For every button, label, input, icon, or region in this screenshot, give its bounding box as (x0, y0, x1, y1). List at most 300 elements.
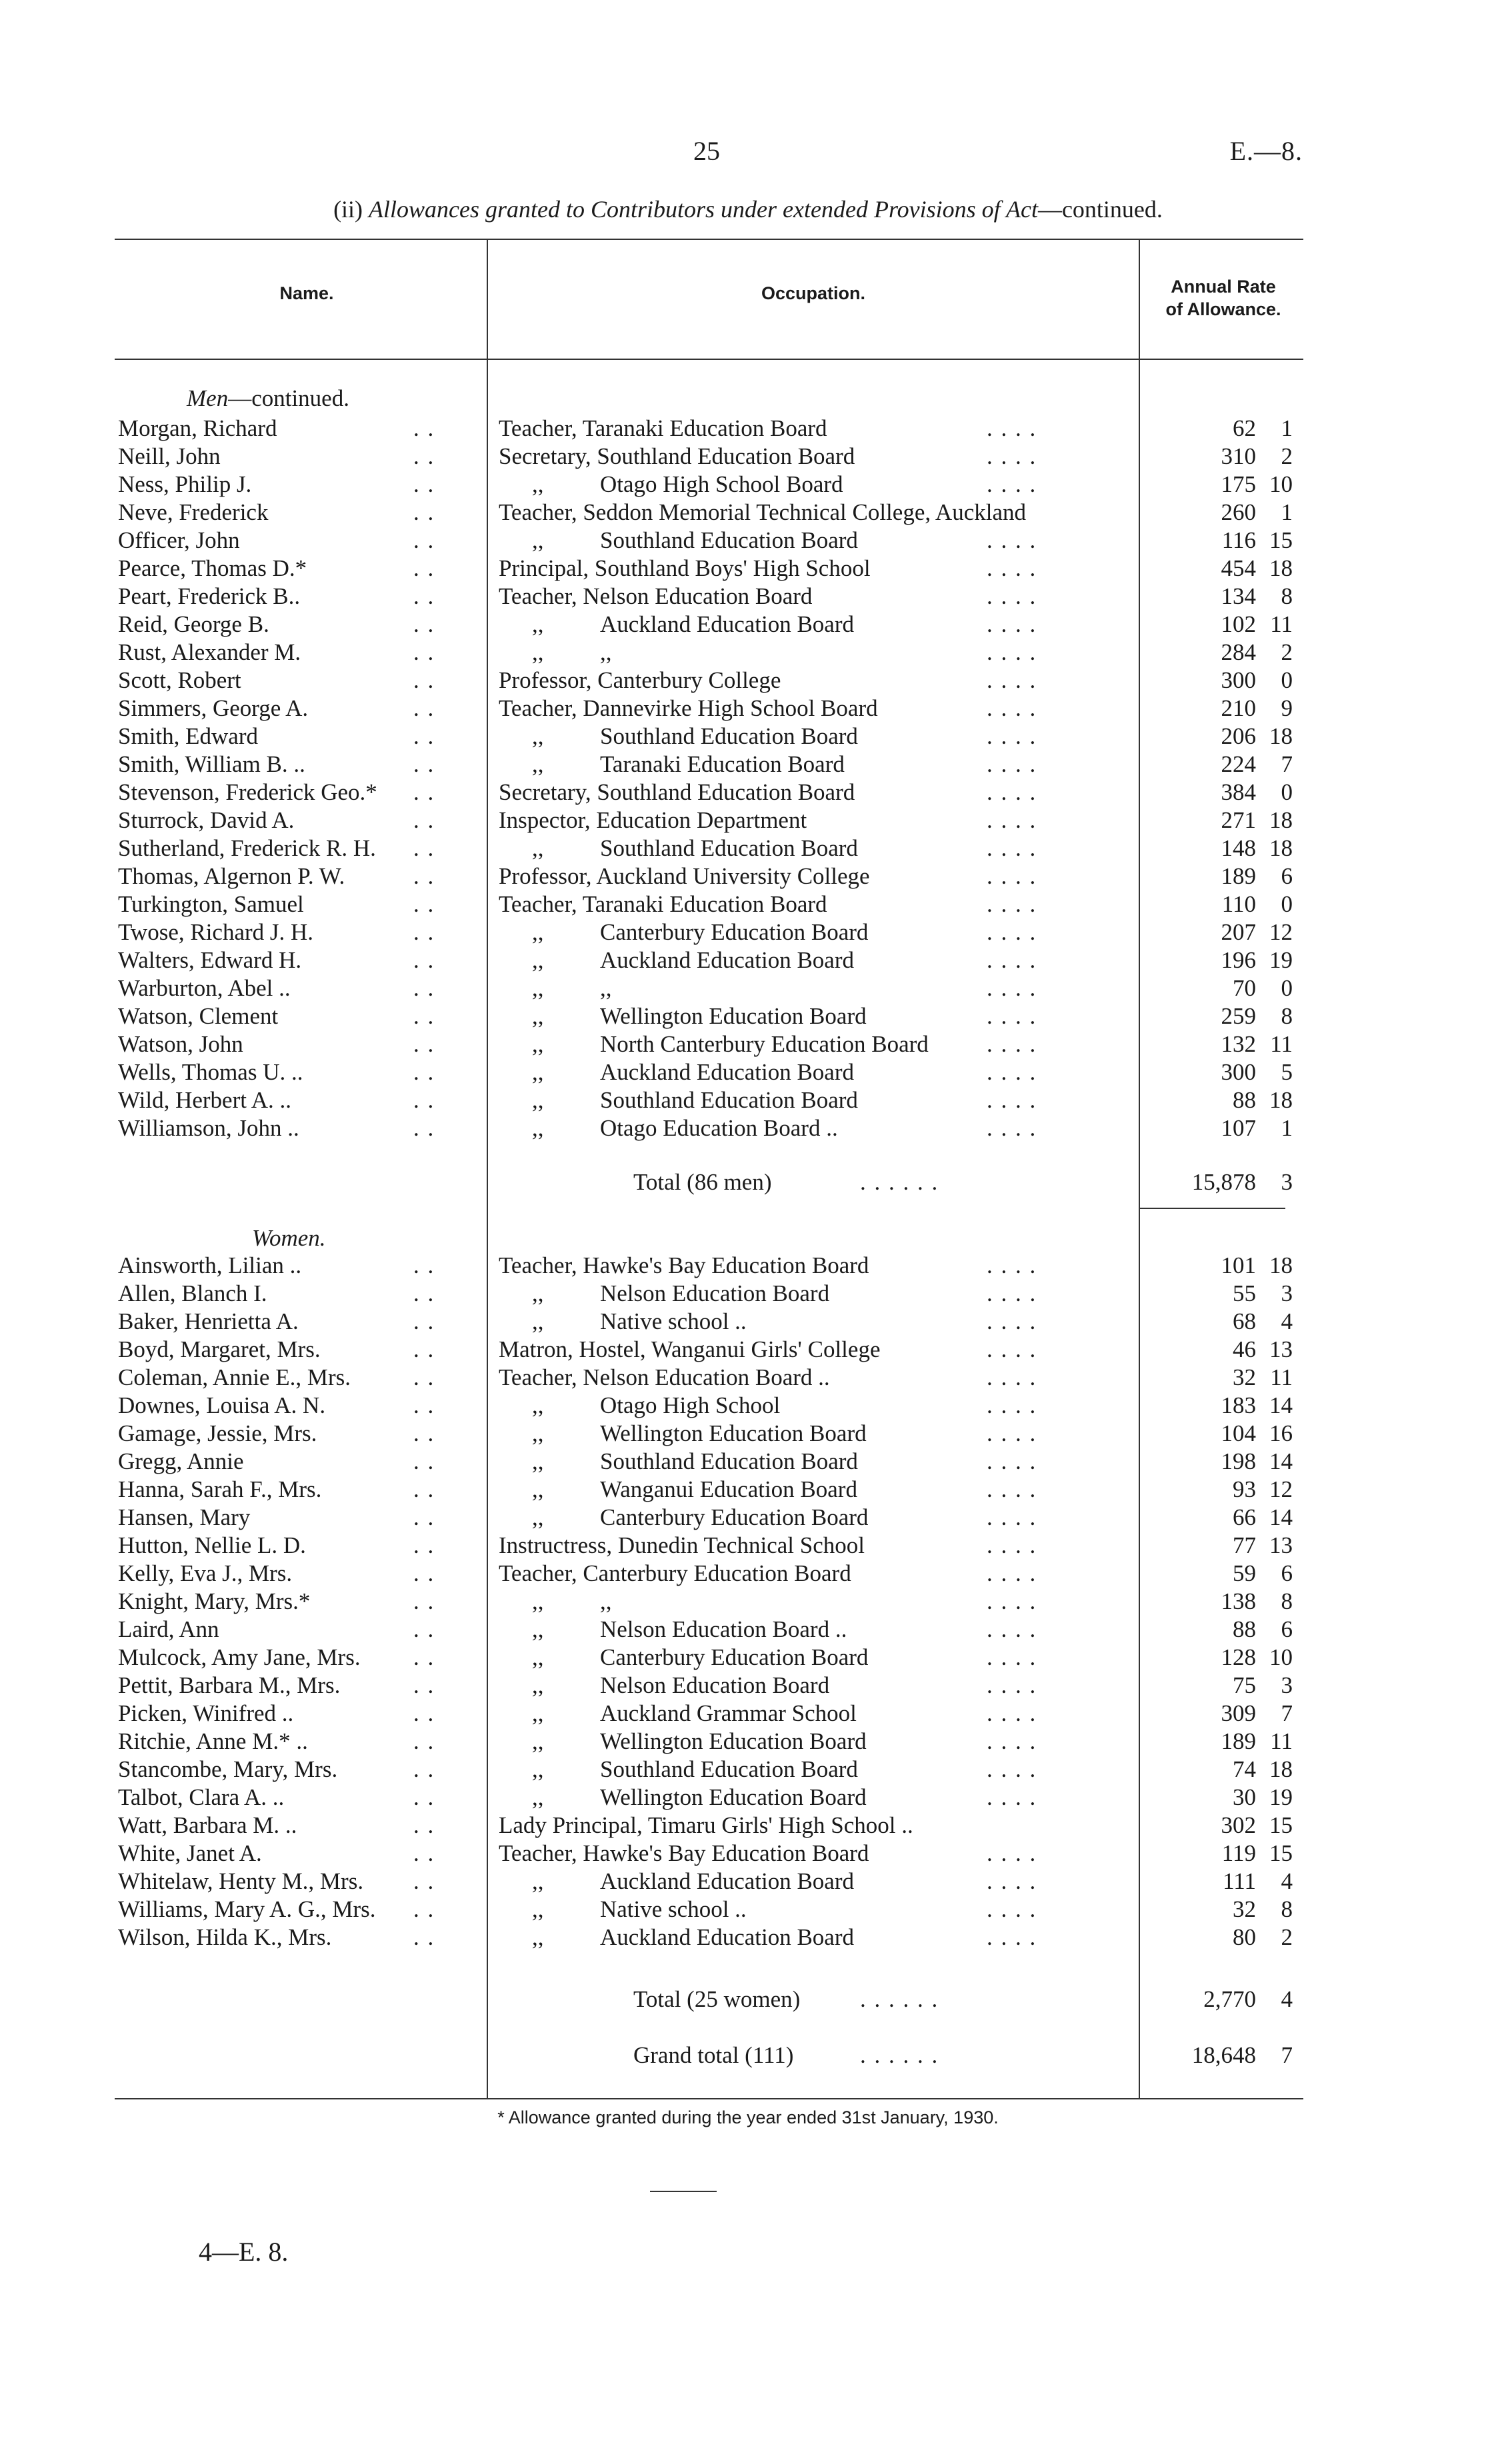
occupation-leader: . . . . (987, 1504, 1037, 1530)
occupation-leader: . . . . (987, 1840, 1037, 1866)
occupation: Canterbury Education Board (600, 1644, 869, 1670)
occupation: Lady Principal, Timaru Girls' High School .. (499, 1812, 913, 1838)
allowance-pounds: 59 (1233, 1560, 1256, 1586)
occupation: Wanganui Education Board (600, 1476, 857, 1502)
person-name: Allen, Blanch I. (118, 1280, 267, 1306)
person-name: Baker, Henrietta A. (118, 1308, 299, 1334)
allowance-pounds: 271 (1221, 807, 1256, 833)
allowance-shillings: 15 (1269, 1812, 1293, 1838)
rule-center-short (650, 2191, 717, 2192)
name-leader: . . (413, 1728, 435, 1754)
occupation: Southland Education Board (600, 1087, 858, 1113)
name-leader: . . (413, 723, 435, 749)
table-row (0, 1504, 1496, 1532)
grand-total-pounds: 18,648 (1191, 2042, 1256, 2068)
allowance-shillings: 10 (1269, 471, 1293, 497)
occupation: Matron, Hostel, Wanganui Girls' College (499, 1336, 881, 1362)
occupation-leader: . . . . (987, 919, 1037, 945)
occupation-leader: . . . . (987, 1868, 1037, 1894)
name-leader: . . (413, 1115, 435, 1141)
occupation: Otago High School (600, 1392, 781, 1418)
occupation: Nelson Education Board (600, 1280, 830, 1306)
person-name: Talbot, Clara A. .. (118, 1784, 285, 1810)
allowance-shillings: 1 (1281, 499, 1293, 525)
allowance-pounds: 88 (1233, 1087, 1256, 1113)
allowance-pounds: 77 (1233, 1532, 1256, 1558)
table-row (0, 499, 1496, 527)
women-heading (252, 1225, 326, 1252)
table-row (0, 1392, 1496, 1420)
person-name: Wilson, Hilda K., Mrs. (118, 1924, 332, 1950)
occupation-ditto: ,, (532, 1784, 544, 1810)
grand-total-leader: . . . . . . (860, 2042, 939, 2068)
person-name: Smith, Edward (118, 723, 258, 749)
occupation-ditto: ,, (532, 1392, 544, 1418)
subtitle-italic: Allowances granted to Contributors under extended Provisions of Act (369, 196, 1038, 223)
person-name: Gregg, Annie (118, 1448, 244, 1474)
occupation: Teacher, Hawke's Bay Education Board (499, 1252, 869, 1278)
table-row (0, 1336, 1496, 1364)
table-row (0, 1756, 1496, 1784)
allowance-pounds: 300 (1221, 667, 1256, 693)
person-name: Mulcock, Amy Jane, Mrs. (118, 1644, 361, 1670)
occupation: Otago High School Board (600, 471, 843, 497)
allowance-pounds: 132 (1221, 1031, 1256, 1057)
allowance-shillings: 0 (1281, 891, 1293, 917)
rule-men-total (1139, 1208, 1285, 1209)
occupation-leader: . . . . (987, 807, 1037, 833)
allowance-shillings: 4 (1281, 1308, 1293, 1334)
name-leader: . . (413, 891, 435, 917)
allowance-shillings: 18 (1269, 555, 1293, 581)
occupation: Southland Education Board (600, 1448, 858, 1474)
allowance-shillings: 14 (1269, 1504, 1293, 1530)
person-name: Picken, Winifred .. (118, 1700, 294, 1726)
occupation-ditto: ,, (532, 1728, 544, 1754)
occupation: Principal, Southland Boys' High School (499, 555, 871, 581)
occupation-leader: . . . . (987, 583, 1037, 609)
name-leader: . . (413, 1532, 435, 1558)
allowance-shillings: 12 (1269, 1476, 1293, 1502)
allowance-pounds: 68 (1233, 1308, 1256, 1334)
allowance-shillings: 12 (1269, 919, 1293, 945)
name-leader: . . (413, 975, 435, 1001)
occupation: ,, (600, 975, 612, 1001)
allowance-pounds: 189 (1221, 1728, 1256, 1754)
person-name: Williams, Mary A. G., Mrs. (118, 1896, 376, 1922)
occupation: Nelson Education Board (600, 1672, 830, 1698)
allowance-pounds: 104 (1221, 1420, 1256, 1446)
men-heading-suffix: —continued. (228, 385, 349, 411)
occupation-ditto: ,, (532, 1672, 544, 1698)
men-total-shillings: 3 (1281, 1169, 1293, 1195)
occupation-ditto: ,, (532, 835, 544, 861)
allowance-pounds: 259 (1221, 1003, 1256, 1029)
name-leader: . . (413, 443, 435, 469)
table-row (0, 1895, 1496, 1923)
occupation: Teacher, Hawke's Bay Education Board (499, 1840, 869, 1866)
person-name: Hanna, Sarah F., Mrs. (118, 1476, 322, 1502)
footnote: * Allowance granted during the year ended 31st January, 1930. (497, 2107, 999, 2127)
allowance-pounds: 206 (1221, 723, 1256, 749)
allowance-shillings: 1 (1281, 1115, 1293, 1141)
occupation-ditto: ,, (532, 1031, 544, 1057)
table-row (0, 1532, 1496, 1560)
table-row (0, 1560, 1496, 1588)
occupation: Professor, Canterbury College (499, 667, 781, 693)
table-row (0, 1616, 1496, 1644)
occupation-ditto: ,, (532, 1476, 544, 1502)
table-row (0, 1002, 1496, 1030)
men-total-row (0, 1168, 1496, 1197)
name-leader: . . (413, 639, 435, 665)
allowance-shillings: 1 (1281, 415, 1293, 441)
subtitle-suffix: —continued. (1037, 196, 1163, 223)
allowance-pounds: 119 (1221, 1840, 1256, 1866)
person-name: Neill, John (118, 443, 221, 469)
occupation-ditto: ,, (532, 1700, 544, 1726)
table-row (0, 1420, 1496, 1448)
person-name: Pearce, Thomas D.* (118, 555, 307, 581)
person-name: Rust, Alexander M. (118, 639, 301, 665)
table-row (0, 415, 1496, 443)
occupation-leader: . . . . (987, 1644, 1037, 1670)
table-row (0, 834, 1496, 862)
occupation: Wellington Education Board (600, 1420, 867, 1446)
header-rate-line1: Annual Rate (1171, 277, 1276, 297)
allowance-pounds: 74 (1233, 1756, 1256, 1782)
occupation-leader: . . . . (987, 1700, 1037, 1726)
allowance-shillings: 11 (1270, 1364, 1293, 1390)
allowance-pounds: 75 (1233, 1672, 1256, 1698)
allowance-pounds: 110 (1221, 891, 1256, 917)
person-name: Williamson, John .. (118, 1115, 299, 1141)
header-rate-line2: of Allowance. (1165, 299, 1281, 319)
occupation: Southland Education Board (600, 723, 858, 749)
occupation-leader: . . . . (987, 667, 1037, 693)
person-name: Twose, Richard J. H. (118, 919, 314, 945)
allowance-pounds: 224 (1221, 751, 1256, 777)
allowance-pounds: 198 (1221, 1448, 1256, 1474)
occupation: Southland Education Board (600, 527, 858, 553)
allowance-shillings: 11 (1270, 1728, 1293, 1754)
occupation-leader: . . . . (987, 1784, 1037, 1810)
occupation: Southland Education Board (600, 835, 858, 861)
occupation-ditto: ,, (532, 919, 544, 945)
person-name: Walters, Edward H. (118, 947, 302, 973)
occupation-leader: . . . . (987, 947, 1037, 973)
person-name: Downes, Louisa A. N. (118, 1392, 326, 1418)
occupation: Native school .. (600, 1896, 747, 1922)
occupation-leader: . . . . (987, 1728, 1037, 1754)
occupation-leader: . . . . (987, 1532, 1037, 1558)
header-rate (1143, 275, 1303, 321)
allowance-pounds: 302 (1221, 1812, 1256, 1838)
occupation-leader: . . . . (987, 1087, 1037, 1113)
allowance-shillings: 6 (1281, 1616, 1293, 1642)
table-row (0, 1867, 1496, 1895)
rule-bottom (115, 2098, 1303, 2099)
allowance-pounds: 66 (1233, 1504, 1256, 1530)
allowance-pounds: 196 (1221, 947, 1256, 973)
occupation-leader: . . . . (987, 1672, 1037, 1698)
table-row (0, 1448, 1496, 1476)
occupation-leader: . . . . (987, 1252, 1037, 1278)
name-leader: . . (413, 1031, 435, 1057)
occupation: ,, (600, 639, 612, 665)
table-row (0, 806, 1496, 834)
person-name: Pettit, Barbara M., Mrs. (118, 1672, 341, 1698)
allowance-shillings: 11 (1270, 611, 1293, 637)
rule-header-bottom (115, 359, 1303, 360)
table-subtitle (0, 195, 1496, 223)
occupation-ditto: ,, (532, 471, 544, 497)
person-name: Simmers, George A. (118, 695, 309, 721)
table-row (0, 974, 1496, 1002)
name-leader: . . (413, 863, 435, 889)
occupation-leader: . . . . (987, 975, 1037, 1001)
name-leader: . . (413, 1364, 435, 1390)
occupation-leader: . . . . (987, 1392, 1037, 1418)
allowance-shillings: 15 (1269, 1840, 1293, 1866)
allowance-shillings: 9 (1281, 695, 1293, 721)
person-name: Hansen, Mary (118, 1504, 251, 1530)
occupation-ditto: ,, (532, 1868, 544, 1894)
occupation: North Canterbury Education Board (600, 1031, 929, 1057)
allowance-shillings: 0 (1281, 779, 1293, 805)
name-leader: . . (413, 1840, 435, 1866)
allowance-pounds: 102 (1221, 611, 1256, 637)
person-name: Sutherland, Frederick R. H. (118, 835, 376, 861)
allowance-pounds: 70 (1233, 975, 1256, 1001)
allowance-shillings: 4 (1281, 1868, 1293, 1894)
women-total-label: Total (25 women) (633, 1986, 801, 2012)
name-leader: . . (413, 1003, 435, 1029)
allowance-pounds: 55 (1233, 1280, 1256, 1306)
person-name: Coleman, Annie E., Mrs. (118, 1364, 351, 1390)
name-leader: . . (413, 1644, 435, 1670)
name-leader: . . (413, 919, 435, 945)
allowance-shillings: 13 (1269, 1532, 1293, 1558)
occupation-ditto: ,, (532, 1616, 544, 1642)
occupation-leader: . . . . (987, 415, 1037, 441)
allowance-pounds: 80 (1233, 1924, 1256, 1950)
occupation-ditto: ,, (532, 1003, 544, 1029)
table-row (0, 722, 1496, 750)
name-leader: . . (413, 1059, 435, 1085)
occupation: Southland Education Board (600, 1756, 858, 1782)
occupation-leader: . . . . (987, 527, 1037, 553)
table-row (0, 527, 1496, 555)
table-row (0, 1700, 1496, 1728)
table-row (0, 1030, 1496, 1058)
grand-total-row (0, 2041, 1496, 2070)
allowance-pounds: 93 (1233, 1476, 1256, 1502)
occupation: ,, (600, 1588, 612, 1614)
name-leader: . . (413, 751, 435, 777)
allowance-shillings: 7 (1281, 751, 1293, 777)
occupation-leader: . . . . (987, 1616, 1037, 1642)
person-name: Ainsworth, Lilian .. (118, 1252, 302, 1278)
rule-top (115, 239, 1303, 240)
person-name: Turkington, Samuel (118, 891, 304, 917)
occupation: Teacher, Taranaki Education Board (499, 891, 827, 917)
person-name: Kelly, Eva J., Mrs. (118, 1560, 293, 1586)
occupation-leader: . . . . (987, 1308, 1037, 1334)
occupation-leader: . . . . (987, 1420, 1037, 1446)
person-name: Wild, Herbert A. .. (118, 1087, 292, 1113)
allowance-pounds: 284 (1221, 639, 1256, 665)
women-total-pounds: 2,770 (1203, 1986, 1256, 2012)
occupation-ditto: ,, (532, 1448, 544, 1474)
name-leader: . . (413, 1756, 435, 1782)
table-row (0, 638, 1496, 666)
allowance-pounds: 134 (1221, 583, 1256, 609)
allowance-pounds: 210 (1221, 695, 1256, 721)
table-row (0, 750, 1496, 778)
name-leader: . . (413, 695, 435, 721)
name-leader: . . (413, 1616, 435, 1642)
occupation-ditto: ,, (532, 751, 544, 777)
allowance-shillings: 19 (1269, 1784, 1293, 1810)
allowance-shillings: 3 (1281, 1672, 1293, 1698)
table-row (0, 1728, 1496, 1756)
occupation-ditto: ,, (532, 639, 544, 665)
person-name: White, Janet A. (118, 1840, 262, 1866)
occupation: Secretary, Southland Education Board (499, 443, 855, 469)
header-name: Name. (279, 283, 334, 303)
table-row (0, 1114, 1496, 1142)
person-name: Boyd, Margaret, Mrs. (118, 1336, 321, 1362)
allowance-shillings: 8 (1281, 1896, 1293, 1922)
occupation: Auckland Education Board (600, 1059, 855, 1085)
allowance-pounds: 101 (1221, 1252, 1256, 1278)
person-name: Peart, Frederick B.. (118, 583, 301, 609)
name-leader: . . (413, 835, 435, 861)
table-row (0, 583, 1496, 611)
allowance-shillings: 2 (1281, 443, 1293, 469)
allowance-pounds: 207 (1221, 919, 1256, 945)
allowance-shillings: 18 (1269, 1087, 1293, 1113)
allowance-pounds: 62 (1233, 415, 1256, 441)
name-leader: . . (413, 415, 435, 441)
allowance-pounds: 30 (1233, 1784, 1256, 1810)
occupation: Wellington Education Board (600, 1784, 867, 1810)
occupation: Instructress, Dunedin Technical School (499, 1532, 865, 1558)
name-leader: . . (413, 555, 435, 581)
name-leader: . . (413, 1812, 435, 1838)
name-leader: . . (413, 779, 435, 805)
allowance-shillings: 18 (1269, 1756, 1293, 1782)
person-name: Neve, Frederick (118, 499, 269, 525)
occupation-leader: . . . . (987, 1003, 1037, 1029)
allowance-pounds: 148 (1221, 835, 1256, 861)
grand-total-label: Grand total (111) (633, 2042, 794, 2068)
person-name: Gamage, Jessie, Mrs. (118, 1420, 317, 1446)
occupation-leader: . . . . (987, 1476, 1037, 1502)
allowance-pounds: 111 (1223, 1868, 1256, 1894)
men-heading-label: Men (187, 385, 229, 411)
person-name: Thomas, Algernon P. W. (118, 863, 345, 889)
name-leader: . . (413, 1420, 435, 1446)
occupation-leader: . . . . (987, 1031, 1037, 1057)
occupation-leader: . . . . (987, 1364, 1037, 1390)
allowance-pounds: 138 (1221, 1588, 1256, 1614)
table-row (0, 1923, 1496, 1951)
occupation-ditto: ,, (532, 1280, 544, 1306)
occupation: Canterbury Education Board (600, 919, 869, 945)
occupation-leader: . . . . (987, 835, 1037, 861)
occupation-leader: . . . . (987, 695, 1037, 721)
occupation: Teacher, Dannevirke High School Board (499, 695, 878, 721)
occupation-leader: . . . . (987, 1560, 1037, 1586)
allowance-shillings: 14 (1269, 1448, 1293, 1474)
occupation: Wellington Education Board (600, 1728, 867, 1754)
person-name: Scott, Robert (118, 667, 241, 693)
allowance-pounds: 128 (1221, 1644, 1256, 1670)
table-row (0, 1588, 1496, 1616)
allowance-shillings: 6 (1281, 1560, 1293, 1586)
name-leader: . . (413, 807, 435, 833)
allowance-shillings: 18 (1269, 723, 1293, 749)
name-leader: . . (413, 1392, 435, 1418)
page-number: 25 (693, 136, 720, 166)
allowance-shillings: 11 (1270, 1031, 1293, 1057)
occupation-leader: . . . . (987, 1059, 1037, 1085)
person-name: Watt, Barbara M. .. (118, 1812, 297, 1838)
person-name: Knight, Mary, Mrs.* (118, 1588, 311, 1614)
allowance-shillings: 18 (1269, 807, 1293, 833)
name-leader: . . (413, 1924, 435, 1950)
table-row (0, 890, 1496, 918)
name-leader: . . (413, 1448, 435, 1474)
person-name: Sturrock, David A. (118, 807, 295, 833)
table-row (0, 443, 1496, 471)
person-name: Watson, John (118, 1031, 243, 1057)
name-leader: . . (413, 1504, 435, 1530)
men-total-pounds: 15,878 (1191, 1169, 1256, 1195)
occupation: Auckland Grammar School (600, 1700, 857, 1726)
person-name: Ritchie, Anne M.* .. (118, 1728, 308, 1754)
occupation: Teacher, Nelson Education Board .. (499, 1364, 830, 1390)
men-heading (187, 385, 349, 412)
occupation: Teacher, Seddon Memorial Technical College, Auckland (499, 499, 1026, 525)
allowance-pounds: 384 (1221, 779, 1256, 805)
table-row (0, 1840, 1496, 1867)
occupation-leader: . . . . (987, 1896, 1037, 1922)
occupation-leader: . . . . (987, 639, 1037, 665)
person-name: Officer, John (118, 527, 240, 553)
women-total-leader: . . . . . . (860, 1986, 939, 2012)
occupation-ditto: ,, (532, 723, 544, 749)
allowance-shillings: 19 (1269, 947, 1293, 973)
subtitle-prefix: (ii) (333, 196, 363, 223)
table-row (0, 1672, 1496, 1700)
allowance-shillings: 0 (1281, 975, 1293, 1001)
women-total-row (0, 1985, 1496, 2014)
allowance-pounds: 32 (1233, 1896, 1256, 1922)
occupation-leader: . . . . (987, 1448, 1037, 1474)
name-leader: . . (413, 1672, 435, 1698)
allowance-pounds: 32 (1233, 1364, 1256, 1390)
occupation: Canterbury Education Board (600, 1504, 869, 1530)
occupation: Native school .. (600, 1308, 747, 1334)
name-leader: . . (413, 1868, 435, 1894)
person-name: Laird, Ann (118, 1616, 219, 1642)
occupation-ditto: ,, (532, 1756, 544, 1782)
allowance-pounds: 454 (1221, 555, 1256, 581)
allowance-pounds: 116 (1221, 527, 1256, 553)
